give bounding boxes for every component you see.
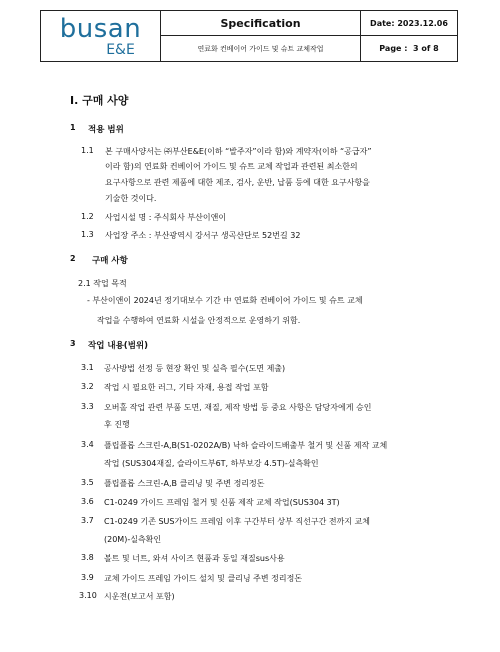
list-item: 작업 시 필요한 러그, 기타 자재, 용접 작업 포함 bbox=[104, 383, 269, 392]
item-number: 3.4 bbox=[81, 440, 94, 449]
list-item: 교체 가이드 프레임 가이드 설치 및 클리닝 주변 정리정돈 bbox=[104, 574, 303, 583]
item-number: 3.2 bbox=[81, 382, 94, 391]
item-number: 3.5 bbox=[81, 478, 94, 487]
paragraph-line: 작업을 수행하여 연료화 시설을 안정적으로 운영하기 위함. bbox=[97, 316, 301, 325]
list-item-continued: 후 진행 bbox=[104, 420, 130, 429]
list-item: 볼트 및 너트, 와셔 사이즈 현품과 동일 재질sus사용 bbox=[104, 554, 285, 563]
s1-title: 적용 범위 bbox=[88, 125, 124, 135]
list-item-continued: (20M)-실측확인 bbox=[104, 535, 162, 544]
document-subtitle: 연료화 컨베이어 가이드 및 슈트 교체작업 bbox=[161, 36, 361, 61]
paragraph-line: - 부산이앤이 2024년 정기대보수 기간 中 연료화 컨베이어 가이드 및 슈트 교체 bbox=[87, 296, 363, 305]
list-item: 플립플롭 스크린-A,B(S1-0202A/B) 낙하 슬라이드배출부 철거 및 신품 제작 교체 bbox=[104, 441, 388, 450]
item-number: 3.7 bbox=[81, 516, 94, 525]
s2-number: 2 bbox=[70, 254, 76, 263]
s2-title: 구매 사항 bbox=[92, 256, 128, 266]
subsection-title: 2.1 작업 목적 bbox=[78, 279, 127, 288]
list-item: 공사방법 선정 등 현장 확인 및 실측 필수(도면 제출) bbox=[104, 364, 286, 373]
list-item-continued: 작업 (SUS304재질, 슬라이드부6T, 하부보강 4.5T)-실측확인 bbox=[104, 459, 319, 468]
paragraph-line: 이라 함)의 연료화 컨베이어 가이드 및 슈트 교체 작업과 관련된 최소한의 bbox=[105, 162, 358, 171]
item-number: 1.1 bbox=[81, 146, 94, 155]
item-number: 3.6 bbox=[81, 497, 94, 506]
document-title: Specification bbox=[161, 11, 361, 36]
s3-number: 3 bbox=[70, 339, 76, 348]
paragraph-line: 기술한 것이다. bbox=[105, 194, 157, 203]
item-number: 3.1 bbox=[81, 363, 94, 372]
item-number: 3.8 bbox=[81, 553, 94, 562]
paragraph-line: 사업장 주소 : 부산광역시 강서구 생곡산단로 52번길 32 bbox=[105, 231, 301, 240]
item-number: 3.10 bbox=[79, 591, 97, 600]
list-item: 오버홀 작업 관련 부품 도면, 재질, 제작 방법 등 중요 사항은 담당자에게 승인 bbox=[104, 403, 372, 412]
page-value: 3 of 8 bbox=[413, 44, 439, 53]
s3-title: 작업 내용(범위) bbox=[88, 341, 148, 351]
item-number: 1.3 bbox=[81, 230, 94, 239]
logo-subtext: E&E bbox=[106, 41, 135, 58]
document-date: Date: 2023.12.06 bbox=[361, 11, 457, 36]
s1-number: 1 bbox=[70, 123, 76, 132]
page-label: Page : bbox=[379, 44, 408, 53]
list-item: C1-0249 기존 SUS가이드 프레임 이후 구간부터 상부 직선구간 전까지 교체 bbox=[104, 517, 371, 526]
item-number: 1.2 bbox=[81, 212, 94, 221]
section-title: Ⅰ. 구매 사양 bbox=[70, 94, 129, 107]
item-number: 3.9 bbox=[81, 573, 94, 582]
list-item: 플립플롭 스크린-A,B 클리닝 및 주변 정리정돈 bbox=[104, 479, 265, 488]
list-item: 시운전(보고서 포함) bbox=[104, 592, 175, 601]
paragraph-line: 본 구매사양서는 ㈜부산E&E(이하 “발주자”이라 함)와 계약자(이하 “공급자” bbox=[105, 147, 372, 156]
list-item: C1-0249 가이드 프레임 철거 및 신품 제작 교체 작업(SUS304 3T) bbox=[104, 498, 340, 507]
paragraph-line: 요구사항으로 관련 제품에 대한 제조, 검사, 운반, 납품 등에 대한 요구사항을 bbox=[105, 178, 370, 187]
paragraph-line: 사업시설 명 : 주식회사 부산이앤이 bbox=[105, 213, 227, 222]
item-number: 3.3 bbox=[81, 402, 94, 411]
logo-wordmark: busan bbox=[59, 13, 142, 44]
